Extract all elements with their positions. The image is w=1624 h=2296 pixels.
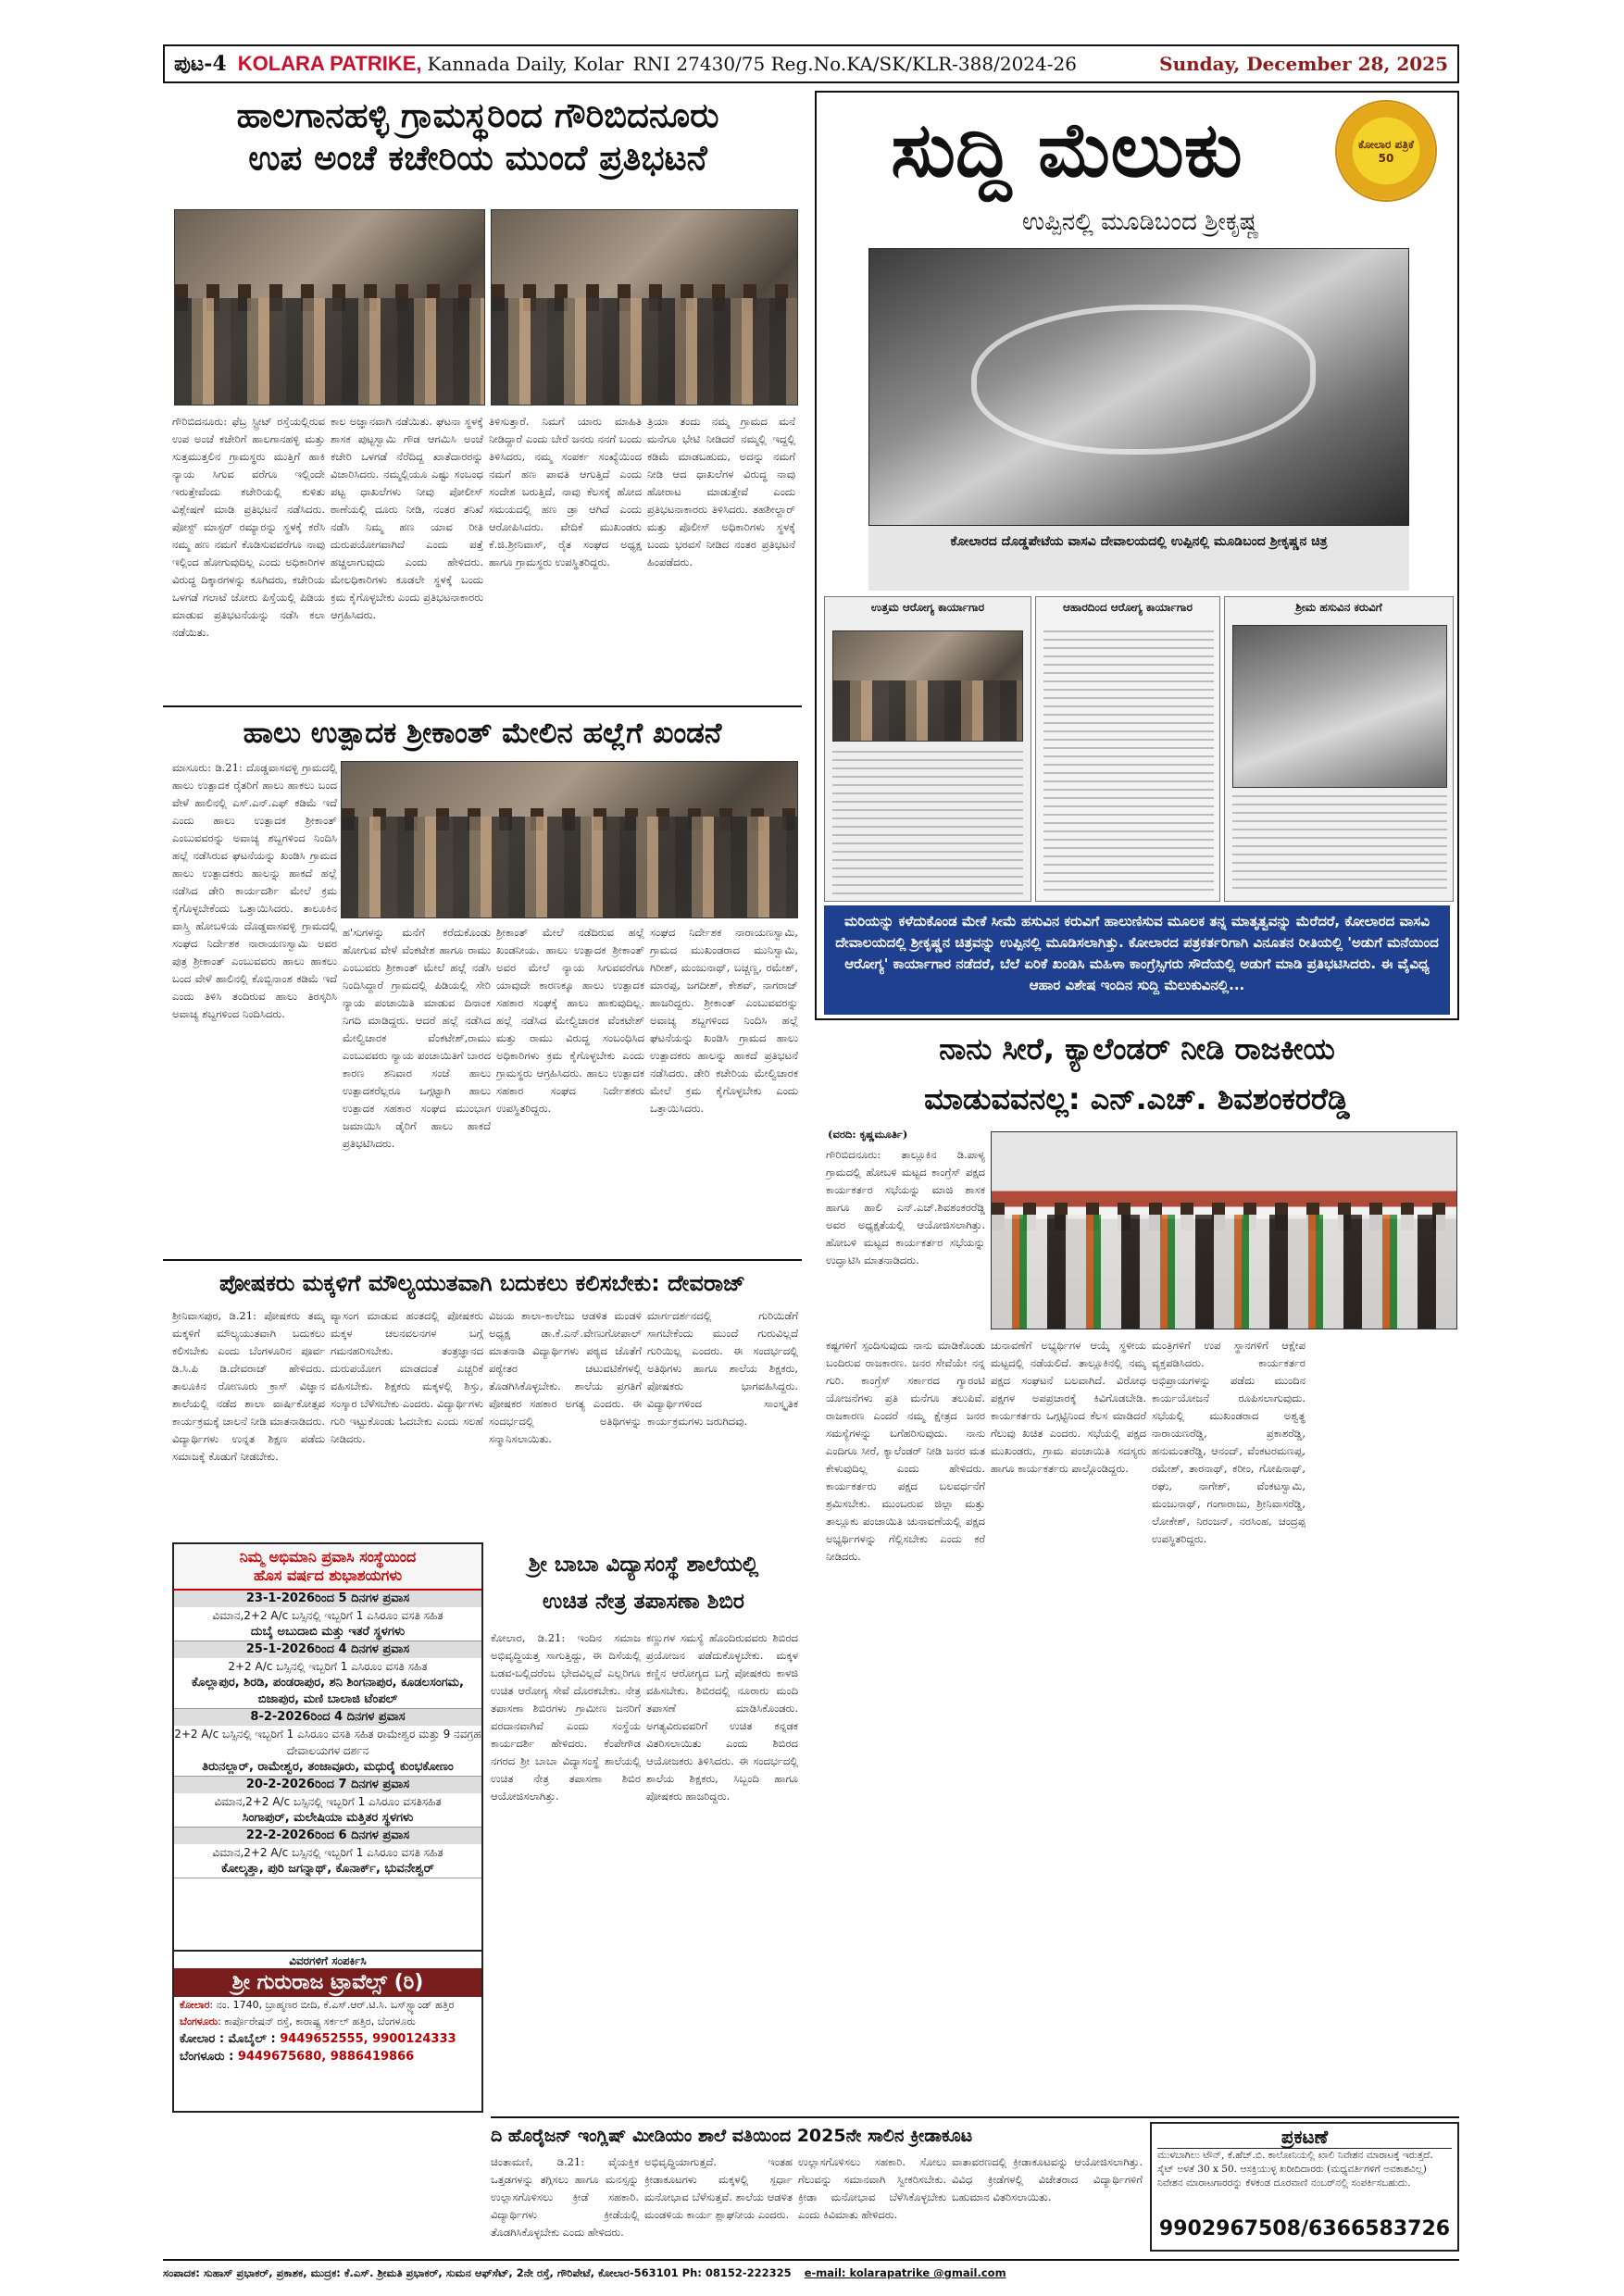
- trip-list: [174, 1591, 481, 1878]
- registration-number: RNI 27430/75 Reg.No.KA/SK/KLR-388/2024-26: [632, 53, 1077, 75]
- story3-column-1: ಗೌರಿಬಿದನೂರು: ತಾಲ್ಲೂಕಿನ ಡಿ.ಪಾಳ್ಯ ಗ್ರಾಮದಲ್ಲಿ ಹೋಬಳಿ ಮಟ್ಟದ ಕಾಂಗ್ರೆಸ್ ಪಕ್ಷದ ಕಾರ್ಯಕರ್ತರ ಸಭೆಯನ್ನು ಮಾಜಿ ಶಾಸಕ ಹಾಗೂ ಹಾಲಿ ಎನ್.ಎಚ್.ಶಿವಶಂಕರರೆಡ್ಡಿ ಅವರ ಅಧ್ಯಕ್ಷತೆಯಲ್ಲಿ ಆಯೋಜಿಸಲಾಗಿತ್ತು. ಹೋಬಳಿ ಮಟ್ಟದ ಕಾರ್ಯಕರ್ತರ ಸಭೆಯನ್ನು ಉದ್ಘಾಟಿಸಿ ಮಾತನಾಡಿದರು.: [826, 1148, 985, 1267]
- trip-date: 22-2-2026ರಿಂದ 6 ದಿನಗಳ ಪ್ರವಾಸ: [174, 1828, 481, 1844]
- anniversary-logo: [1335, 100, 1437, 202]
- story5-headline-line2: ಉಚಿತ ನೇತ್ರ ತಪಾಸಣಾ ಶಿಬಿರ: [543, 1590, 744, 1614]
- paper-name: KOLARA PATRIKE,: [237, 52, 422, 75]
- story5-headline-line1: ಶ್ರೀ ಬಾಬಾ ವಿದ್ಯಾಸಂಸ್ಥೆ ಶಾಲೆಯಲ್ಲಿ: [528, 1553, 759, 1577]
- logo-label: ಕೋಲಾರ ಪತ್ರಿಕೆ 50: [1358, 137, 1414, 165]
- goat-calf-photo: [1232, 625, 1447, 788]
- story2-group-photo: [341, 761, 798, 918]
- news-clipping-3: [1224, 596, 1454, 902]
- travel-ad-header-line1: ನಿಮ್ಮ ಅಭಿಮಾನಿ ಪ್ರವಾಸಿ ಸಂಸ್ಥೆಯಿಂದ: [239, 1548, 417, 1566]
- issue-date: Sunday, December 28, 2025: [1159, 53, 1448, 75]
- story3-headline: [815, 1024, 1459, 1126]
- travel-ad-header-line2: ಹೊಸ ವರ್ಷದ ಶುಭಾಶಯಗಳು: [253, 1566, 403, 1584]
- story1-column-4: ತ್ರಿಯಾ ತಂದು ನಮ್ಮ ಗ್ರಾಮದ ಮನೆ ಮನೆಗೂ ಭೇಟಿ ನೀಡಿದರೆ ನಮ್ಮಲ್ಲಿ ಇದ್ದಲ್ಲಿ ಕಡಿಮೆ ಮಾಡಬಹುದು, ಅದನ್ನು ನಮಗೆ ನೀಡಿ ಆದ ಧಾಖಲೆಗಳ ವಿರುದ್ಧ ನಾವು ಹೋರಾಟ ಮಾಡುತ್ತೇವೆ ಎಂದು ಪ್ರತಿಭಟನಾಕಾರರು ತಿಳಿಸಿದರು. ತಹಶೀಲ್ದಾರ್ ಮತ್ತು ಪೊಲೀಸ್ ಅಧಿಕಾರಿಗಳು ಸ್ಥಳಕ್ಕೆ ಬಂದು ಭರವಸೆ ನೀಡಿದ ನಂತರ ಪ್ರತಿಭಟನೆ ಹಿಂಪಡೆದರು.: [647, 415, 795, 568]
- story6-column-4: ವಾತಾವರಣದಲ್ಲಿ ಕ್ರೀಡಾಕೂಟವನ್ನು ಆಯೋಜಿಸಲಾಗಿತ್ತು. ವಿವಿಧ ಕ್ರೀಡೆಗಳಲ್ಲಿ ವಿಜೇತರಾದ ವಿದ್ಯಾರ್ಥಿಗಳಿಗೆ ಬಹುಮಾನ ವಿತರಿಸಲಾಯಿತು.: [952, 2155, 1143, 2203]
- news-clipping-1: [824, 596, 1031, 902]
- bengaluru-phone-label: ಬೆಂಗಳೂರು :: [180, 2050, 234, 2064]
- trip-date: 23-1-2026ರಿಂದ 5 ದಿನಗಳ ಪ್ರವಾಸ: [174, 1591, 481, 1607]
- footer-rule: [163, 2259, 1459, 2261]
- story3-column-5: [1311, 1337, 1459, 2105]
- story1-photo-right: [491, 209, 798, 406]
- trip-destinations: ಸಿಂಗಾಪುರ್, ಮಲೇಷಿಯಾ ಮತ್ತಿತರ ಸ್ಥಳಗಳು: [242, 1811, 414, 1825]
- news-clipping-2: [1035, 596, 1220, 902]
- trip-destinations: ಕೊಲ್ಲಾಪುರ, ಶಿರಡಿ, ಪಂಡರಾಪುರ, ಶನಿ ಶಿಂಗನಾಪುರ, ಕೂಡಲಸಂಗಮ, ಬಿಜಾಪುರ, ಮಣಿ ಬಾಲಾಜಿ ಟೆಂಪಲ್: [192, 1676, 464, 1706]
- classified-phone[interactable]: 9902967508/6366583726: [1158, 2217, 1451, 2240]
- suddi-subtitle: ಉಪ್ಪಿನಲ್ಲಿ ಮೂಡಿಬಂದ ಶ್ರೀಕೃಷ್ಣ: [1022, 208, 1259, 236]
- story5-column-1: ಕೋಲಾರ, ಡಿ.21: ಇಂದಿನ ಸಮಾಜ ಅಭಿವೃದ್ಧಿಯತ್ತ ಸಾಗುತ್ತಿದ್ದು, ಈ ದಿಸೆಯಲ್ಲಿ ಬಡವ-ಬಲ್ಲಿದರೆಂಬ ಭೇದವಿಲ್ಲದೆ ಎಲ್ಲರಿಗೂ ಉಚಿತ ಆರೋಗ್ಯ ಸೇವೆ ದೊರಕಬೇಕು. ನೇತ್ರ ತಪಾಸಣಾ ಶಿಬಿರಗಳು ಗ್ರಾಮೀಣ ಜನರಿಗೆ ವರದಾನವಾಗಿವೆ ಎಂದು ಸಂಸ್ಥೆಯ ಕಾರ್ಯದರ್ಶಿ ಹೇಳಿದರು. ಕೆಂಪೇಗೌಡ ನಗರದ ಶ್ರೀ ಬಾಬಾ ವಿದ್ಯಾಸಂಸ್ಥೆ ಶಾಲೆಯಲ್ಲಿ ಉಚಿತ ನೇತ್ರ ತಪಾಸಣಾ ಶಿಬಿರ ಆಯೋಜಿಸಲಾಗಿತ್ತು.: [491, 1631, 641, 1803]
- trip-destinations: ಕೋಲ್ಕತ್ತಾ, ಪುರಿ ಜಗನ್ನಾಥ್, ಕೊನಾರ್ಕ್, ಭುವನೇಶ್ವರ್: [221, 1862, 434, 1876]
- story6-column-3: ಉಲ್ಲಾಸಗೊಳಿಸಲು ಸಹಕಾರಿ. ಸೋಲು ಗೆಲುವನ್ನು ಸಮಾನವಾಗಿ ಸ್ವೀಕರಿಸಬೇಕು. ಕ್ರೀಡಾ ಮನೋಭಾವ ಬೆಳೆಸಿಕೊಳ್ಳಬೇಕು ಎಂದು ಕಿವಿಮಾತು ಹೇಳಿದರು.: [798, 2155, 946, 2221]
- bengaluru-address: ಬೆಂಗಳೂರು: ಕಾರ್ಪೊರೇಷನ್ ರಸ್ತೆ, ಕಾರಾಷ್ಟ್ರ ಸರ್ಕಲ್ ಹತ್ತಿರ, ಬೆಂಗಳೂರು: [180, 2015, 416, 2028]
- trip-transport: ವಿಮಾನ,2+2 A/c ಬಸ್ಸಿನಲ್ಲಿ ಇಬ್ಬರಿಗೆ 1 ಎಸಿರೂಂ ವಸತಿಸಹಿತ: [214, 1795, 442, 1808]
- trip-transport: ವಿಮಾನ,2+2 A/c ಬಸ್ಸಿನಲ್ಲಿ ಇಬ್ಬರಿಗೆ 1 ಎಸಿರೂಂ ವಸತಿ ಸಹಿತ: [212, 1846, 443, 1859]
- salt-krishna-photo: [868, 248, 1409, 526]
- story2-column-1: ಮಾಸೂರು: ಡಿ.21: ದೊಡ್ಡವಾಸವಳ್ಳಿ ಗ್ರಾಮದಲ್ಲಿ ಹಾಲು ಉತ್ಪಾದಕ ರೈತರಿಗೆ ಹಾಲು ಹಾಕಲು ಬಂದ ವೇಳೆ ಹಾಲಿನಲ್ಲಿ ಎಸ್.ಎನ್.ಎಫ್ ಕಡಿಮೆ ಇದೆ ಎಂದು ಹಾಲು ಉತ್ಪಾದಕ ಶ್ರೀಕಾಂತ್ ಎಂಬುವವರನ್ನು ಅವಾಚ್ಯ ಶಬ್ದಗಳಿಂದ ನಿಂದಿಸಿ ಹಲ್ಲೆ ನಡೆಸಿರುವ ಘಟನೆಯನ್ನು ಖಂಡಿಸಿ ಗ್ರಾಮದ ಹಾಲು ಉತ್ಪಾದಕರು ಹಾಲನ್ನು ಹಾಕದೆ ಹಲ್ಲೆ ನಡೆಸಿದ ಡೇರಿ ಕಾರ್ಯದರ್ಶಿ ಮೇಲೆ ಕ್ರಮ ಕೈಗೊಳ್ಳಬೇಕೆಂದು ಒತ್ತಾಯಿಸಿದರು. ತಾಲೂಕಿನ ವಾಸ್ತ್ರಿ ಹೋಬಳಿಯ ದೊಡ್ಡವಾಸವಳ್ಳಿ ಗ್ರಾಮದಲ್ಲಿ ಸಂಘದ ನಿರ್ದೇಶಕ ನಾರಾಯಣಸ್ವಾಮಿ ಅವರ ಪುತ್ರ ಶ್ರೀಕಾಂತ್ ಎಂಬುವವರು ಹಾಲು ಹಾಕಲು ಬಂದ ವೇಳೆ ಹಾಲಿನಲ್ಲಿ ಕೊಬ್ಬಿನಾಂಶ ಕಡಿಮೆ ಇದೆ ಎಂದು ತಿಳಿಸಿ ತಂದಿರುವ ಹಾಲು ತಿರಸ್ಕರಿಸಿ ಅವಾಚ್ಯ ಶಬ್ದಗಳಿಂದ ನಿಂದಿಸಿದರು.: [172, 761, 337, 1020]
- story6-column-2: ಅಭಿವೃದ್ಧಿಯಾಗುತ್ತದೆ. ಇಂತಹ ಕ್ರೀಡಾಕೂಟಗಳು ಮಕ್ಕಳಲ್ಲಿ ಸ್ಪರ್ಧಾ ಮನೋಭಾವ ಬೆಳೆಸುತ್ತವೆ. ಶಾಲೆಯ ಆಡಳಿತ ಮಂಡಳಿಯ ಕಾರ್ಯ ಶ್ಲಾಘನೀಯ ಎಂದರು.: [644, 2155, 793, 2221]
- suddi-meluku-title: ಸುದ್ದಿ ಮೆಲುಕು: [891, 106, 1243, 194]
- suddi-meluku-box: [815, 91, 1459, 1020]
- trip-item: [174, 1777, 481, 1828]
- story6-top-rule: [491, 2116, 1459, 2118]
- footer-imprint: ಸಂಪಾದಕ: ಸುಹಾಸ್ ಪ್ರಭಾಕರ್, ಪ್ರಕಾಶಕ, ಮುದ್ರಕ: ಕೆ.ಎಸ್. ಶ್ರೀಮತಿ ಪ್ರಭಾಕರ್, ಸುಮನ ಆಫ್‌ಸೆಟ್, 2ನೇ ರಸ್ತೆ, ಗೌರಿಪೇಟೆ, ಕೋಲಾರ-563101 Ph: 08152-222325: [163, 2266, 792, 2279]
- story3-headline-line1: ನಾನು ಸೀರೆ, ಕ್ಯಾಲೆಂಡರ್ ನೀಡಿ ರಾಜಕೀಯ: [939, 1031, 1335, 1067]
- classified-ad: [1150, 2122, 1459, 2252]
- story2-column-4: ಸಂಘದ ನಿರ್ದೇಶಕ ನಾರಾಯಣಸ್ವಾಮಿ, ಗ್ರಾಮದ ಮುಖಂಡರಾದ ಮುನಿಸ್ವಾಮಿ, ಗಿರೀಶ್, ಮಂಜುನಾಥ್, ಬಚ್ಚಣ್ಣ, ರಮೇಶ್, ಮಾರಪ್ಪ, ಜಗದೀಶ್, ಕೇಶವ್, ನಾಗರಾಜ್ ಹಾಜರಿದ್ದರು. ಶ್ರೀಕಾಂತ್ ಎಂಬುವವರನ್ನು ಅವಾಚ್ಯ ಶಬ್ದಗಳಿಂದ ನಿಂದಿಸಿ ಹಲ್ಲೆ ಘಟನೆಯನ್ನು ಖಂಡಿಸಿ ಗ್ರಾಮದ ಹಾಲು ಉತ್ಪಾದಕರು ಹಾಲನ್ನು ಹಾಕದೆ ಪ್ರತಿಭಟನೆ ನಡೆಸಿದರು. ಡೇರಿ ಕಚೇರಿಯ ಮೇಲ್ವಿಚಾರಕ ಮೇಲೆ ಕ್ರಮ ಕೈಗೊಳ್ಳಬೇಕು ಎಂದು ಒತ್ತಾಯಿಸಿದರು.: [650, 926, 798, 1115]
- story1-headline-line1: ಹಾಲಗಾನಹಳ್ಳಿ ಗ್ರಾಮಸ್ಥರಿಂದ ಗೌರಿಬಿದನೂರು: [236, 95, 719, 135]
- story3-column-3: ಚುನಾವಣೆಗೆ ಅಭ್ಯರ್ಥಿಗಳ ಆಯ್ಕೆ ಸ್ಥಳೀಯ ಮಟ್ಟದಲ್ಲಿ ನಡೆಯಲಿದೆ. ತಾಲ್ಲೂಕಿನಲ್ಲಿ ನಮ್ಮ ಪಕ್ಷದ ಸಂಘಟನೆ ಬಲವಾಗಿದೆ. ವಿರೋಧ ಪಕ್ಷಗಳ ಅಪಪ್ರಚಾರಕ್ಕೆ ಕಿವಿಗೊಡಬೇಡಿ. ಕಾರ್ಯಕರ್ತರು ಒಗ್ಗಟ್ಟಿನಿಂದ ಕೆಲಸ ಮಾಡಿದರೆ ಗೆಲುವು ಖಚಿತ ಎಂದರು. ಸಭೆಯಲ್ಲಿ ಪಕ್ಷದ ಮುಖಂಡರು, ಗ್ರಾಮ ಪಂಚಾಯಿತಿ ಸದಸ್ಯರು ಹಾಗೂ ಕಾರ್ಯಕರ್ತರು ಪಾಲ್ಗೊಂಡಿದ್ದರು.: [991, 1339, 1146, 1475]
- kolar-phone-label: ಕೋಲಾರ : ಮೊಬೈಲ್ :: [180, 2032, 276, 2046]
- story6-headline: ದಿ ಹೊರೈಜನ್ ಇಂಗ್ಲಿಷ್ ಮೀಡಿಯಂ ಶಾಲೆ ವತಿಯಿಂದ 2025ನೇ ಸಾಲಿನ ಕ್ರೀಡಾಕೂಟ: [491, 2126, 973, 2146]
- story1-photo-left: [174, 209, 485, 406]
- story1-column-3: ತಿಳಿಸುತ್ತಾರೆ. ನಿಮಗೆ ಯಾರು ಮಾಹಿತಿ ನೀಡಿದ್ದಾರೆ ಎಂದು ಬೇರೆ ಜನರು ನನಗೆ ಬಂದು ತಿಳಿಸಿದರು, ನಮ್ಮ ಸಂಪರ್ಕ ಸಂಖ್ಯೆಯಿಂದ ನಮಗೆ ಹಣ ಪಾವತಿ ಆಗುತ್ತಿದೆ ಎಂದು ಸಂದೇಶ ಬರುತ್ತಿದೆ, ನಾವು ಕೆಲಸಕ್ಕೆ ಹೋದ ಸಮಯದಲ್ಲಿ ಹಣ ಡ್ರಾ ಆಗಿದೆ ಎಂದು ಆರೋಪಿಸಿದರು. ವೇದಿಕೆ ಮುಖಂಡರು ಕೆ.ಜಿ.ಶ್ರೀನಿವಾಸ್, ರೈತ ಸಂಘದ ಅಧ್ಯಕ್ಷ ಹಾಗೂ ಗ್ರಾಮಸ್ಥರು ಉಪಸ್ಥಿತರಿದ್ದರು.: [489, 415, 642, 568]
- story5-column-2: ಕಣ್ಣುಗಳ ಸಮಸ್ಯೆ ಹೊಂದಿರುವವರು ಶಿಬಿರದ ಪ್ರಯೋಜನ ಪಡೆದುಕೊಳ್ಳಬೇಕು. ಮಕ್ಕಳ ಕಣ್ಣಿನ ಆರೋಗ್ಯದ ಬಗ್ಗೆ ಪೋಷಕರು ಕಾಳಜಿ ವಹಿಸಬೇಕು. ಶಿಬಿರದಲ್ಲಿ ನೂರಾರು ಮಂದಿ ತಪಾಸಣೆ ಮಾಡಿಸಿಕೊಂಡರು. ಅಗತ್ಯವಿರುವವರಿಗೆ ಉಚಿತ ಕನ್ನಡಕ ವಿತರಿಸಲಾಯಿತು ಎಂದು ಶಿಬಿರದ ಆಯೋಜಕರು ತಿಳಿಸಿದರು. ಈ ಸಂದರ್ಭದಲ್ಲಿ ಶಾಲೆಯ ಶಿಕ್ಷಕರು, ಸಿಬ್ಬಂದಿ ಹಾಗೂ ಪೋಷಕರು ಹಾಜರಿದ್ದರು.: [646, 1631, 798, 1803]
- trip-date: 8-2-2026ರಿಂದ 4 ದಿನಗಳ ಪ್ರವಾಸ: [174, 1709, 481, 1726]
- paper-subtitle: Kannada Daily, Kolar: [427, 53, 624, 75]
- story4-headline: ಪೋಷಕರು ಮಕ್ಕಳಿಗೆ ಮೌಲ್ಯಯುತವಾಗಿ ಬದುಕಲು ಕಲಿಸಬೇಕು: ದೇವರಾಜ್: [219, 1270, 745, 1296]
- masthead: [163, 44, 1459, 83]
- clipping-2-headline: ಆಹಾರದಿಂದ ಆರೋಗ್ಯ ಕಾರ್ಯಾಗಾರ: [1062, 601, 1193, 614]
- kolar-phone: [174, 2030, 481, 2048]
- trip-destinations: ದುಬೈ ಅಬುದಾಬಿ ಮತ್ತು ಇತರೆ ಸ್ಥಳಗಳು: [250, 1625, 406, 1639]
- trip-transport: 2+2 A/c ಬಸ್ಸಿನಲ್ಲಿ ಇಬ್ಬರಿಗೆ 1 ಎಸಿರೂಂ ವಸತಿ ಸಹಿತ: [228, 1660, 428, 1673]
- kolar-address-text: ನಂ. 1740, ಬ್ರಾಹ್ಮಣರ ಬೀದಿ, ಕೆ.ಎಸ್.ಆರ್.ಟಿ.ಸಿ. ಬಸ್‌ಸ್ಟ್ಯಾಂಡ್ ಹತ್ತಿರ: [216, 1999, 455, 2011]
- bengaluru-phone: [174, 2048, 481, 2065]
- travel-company-name: ಶ್ರೀ ಗುರುರಾಜ ಟ್ರಾವೆಲ್ಸ್ (ರಿ): [174, 1968, 481, 1997]
- story3-headline-line2: ಮಾಡುವವನಲ್ಲ: ಎನ್.ಎಚ್. ಶಿವಶಂಕರರೆಡ್ಡಿ: [924, 1081, 1350, 1117]
- story1-headline: [163, 94, 793, 196]
- footer: [163, 2263, 1459, 2283]
- classified-text: ಮುಳಬಾಗಿಲು ಟೌನ್, ಕೆ.ಹೆಚ್.ಬಿ. ಕಾಲೋನಿಯಲ್ಲಿ ಖಾಲಿ ನಿವೇಶನ ಮಾರಾಟಕ್ಕೆ ಇರುತ್ತದೆ. ಸೈಟ್ ಅಳತೆ 30 x 50. ಆಸಕ್ತಿಯುಳ್ಳ ಖರೀದಿದಾರರು (ಮಧ್ಯವರ್ತಿಗಳಿಗೆ ಅವಕಾಶವಿಲ್ಲ) ನಿವೇಶನ ಮಾರಾಟಗಾರರನ್ನು ಕೆಳಕಂಡ ದೂರವಾಣಿ ನಂಬರ್‌ನಲ್ಲಿ ಸಂಪರ್ಕಿಸಬಹುದು.: [1157, 2150, 1433, 2189]
- kolar-phone-number[interactable]: 9449652555, 9900124333: [280, 2032, 456, 2046]
- clipping-1-headline: ಉತ್ತಮ ಆರೋಗ್ಯ ಕಾರ್ಯಾಗಾರ: [870, 601, 985, 614]
- page-number: ಪುಟ-4: [174, 52, 227, 76]
- travel-contact-block: [174, 1950, 481, 2111]
- trip-transport: 2+2 A/c ಬಸ್ಸಿನಲ್ಲಿ ಇಬ್ಬರಿಗೆ 1 ಎಸಿರೂಂ ವಸತಿ ಸಹಿತ ರಾಮೇಶ್ವರ ಮತ್ತು 9 ನವಗ್ರಹ ದೇವಾಲಯಗಳ ದರ್ಶನ: [174, 1728, 481, 1757]
- story4-column-1: ಶ್ರೀನಿವಾಸಪುರ, ಡಿ.21: ಪೋಷಕರು ತಮ್ಮ ಮಕ್ಕಳಿಗೆ ಮೌಲ್ಯಯುತವಾಗಿ ಬದುಕಲು ಕಲಿಸಬೇಕು ಎಂದು ಬೆಂಗಳೂರಿನ ಪೂರ್ವ ಡಿ.ಸಿ.ಪಿ ಡಿ.ದೇವರಾಜ್ ಹೇಳಿದರು. ತಾಲೂಕಿನ ರೋಣೂರು ಕ್ರಾಸ್ ವಿಜ್ಞಾನ ಶಾಲೆಯಲ್ಲಿ ನಡೆದ ಶಾಲಾ ವಾರ್ಷಿಕೋತ್ಸವ ಕಾರ್ಯಕ್ರಮಕ್ಕೆ ಚಾಲನೆ ನೀಡಿ ಮಾತನಾಡಿದರು. ವಿದ್ಯಾರ್ಥಿಗಳು ಉನ್ನತ ಶಿಕ್ಷಣ ಪಡೆದು ಸಮಾಜಕ್ಕೆ ಕೊಡುಗೆ ನೀಡಬೇಕು.: [172, 1309, 325, 1463]
- bengaluru-address-label: ಬೆಂಗಳೂರು: [180, 2015, 219, 2028]
- trip-item: [174, 1641, 481, 1709]
- kolar-address: ಕೋಲಾರ: ನಂ. 1740, ಬ್ರಾಹ್ಮಣರ ಬೀದಿ, ಕೆ.ಎಸ್.ಆರ್.ಟಿ.ಸಿ. ಬಸ್‌ಸ್ಟ್ಯಾಂಡ್ ಹತ್ತಿರ: [180, 1999, 455, 2011]
- story1-column-2: ಕಾಲ ಅಜ್ಞಾನವಾಗಿ ನಡೆಯಿತು. ಘಟನಾ ಸ್ಥಳಕ್ಕೆ ಶಾಸಕ ಪುಟ್ಟಸ್ವಾಮಿ ಗೌಡ ಆಗಮಿಸಿ ಅಂಚೆ ಕಚೇರಿ ಒಳಗಡೆ ನೆರೆದಿದ್ದ ಖಾತೆದಾರರನ್ನು ವಿಚಾರಿಸಿದರು. ನಮ್ಮಲ್ಲಿಯೂ ಎಷ್ಟು ಸಂಬಂಧ ಪಟ್ಟ ಧಾಖಲೆಗಳು ನೀವು ಪೋಲೀಸ್ ಠಾಣೆಯಲ್ಲಿ ದೂರು ನೀಡಿ, ನಂತರ ತನಿಖೆ ನಡೆಸಿ ನಿಮ್ಮ ಹಣ ಯಾವ ರೀತಿ ದುರುಪಯೋಗವಾಗಿದೆ ಎಂದು ಪತ್ತೆ ಹಚ್ಚಲಾಗುವುದು ಎಂದು ಹೇಳಿದರು. ಮೇಲಧಿಕಾರಿಗಳು ಕೂಡಲೇ ಸ್ಥಳಕ್ಕೆ ಬಂದು ಕ್ರಮ ಕೈಗೊಳ್ಳಬೇಕು ಎಂದು ಪ್ರತಿಭಟನಾಕಾರರು ಆಗ್ರಹಿಸಿದರು.: [331, 415, 483, 621]
- trip-item: [174, 1828, 481, 1878]
- trip-item: [174, 1591, 481, 1641]
- footer-email[interactable]: e-mail: kolarapatrike @gmail.com: [804, 2266, 1006, 2279]
- trip-date: 20-2-2026ರಿಂದ 7 ದಿನಗಳ ಪ್ರವಾಸ: [174, 1777, 481, 1793]
- story4-column-2: ವ್ಯಾಸಂಗ ಮಾಡುವ ಹಂತದಲ್ಲಿ ಪೋಷಕರು ಮಕ್ಕಳ ಚಲನವಲನಗಳ ಬಗ್ಗೆ ಗಮನಹರಿಸಬೇಕು. ತಂತ್ರಜ್ಞಾನದ ದುರುಪಯೋಗ ಮಾಡದಂತೆ ಎಚ್ಚರಿಕೆ ವಹಿಸಬೇಕು. ಶಿಕ್ಷಕರು ಮಕ್ಕಳಲ್ಲಿ ಶಿಸ್ತು, ಸಂಸ್ಕಾರ ಬೆಳೆಸಬೇಕು ಎಂದರು. ವಿದ್ಯಾರ್ಥಿಗಳು ಗುರಿ ಇಟ್ಟುಕೊಂಡು ಓದಬೇಕು ಎಂದು ಸಲಹೆ ನೀಡಿದರು.: [331, 1309, 483, 1445]
- story2-headline: ಹಾಲು ಉತ್ಪಾದಕ ಶ್ರೀಕಾಂತ್ ಮೇಲಿನ ಹಲ್ಲೆಗೆ ಖಂಡನೆ: [243, 717, 722, 750]
- trip-date: 25-1-2026ರಿಂದ 4 ದಿನಗಳ ಪ್ರವಾಸ: [174, 1641, 481, 1658]
- suddi-meluku-caption: ಮರಿಯನ್ನು ಕಳೆದುಕೊಂಡ ಮೇಕೆ ಸೀಮೆ ಹಸುವಿನ ಕರುವಿಗೆ ಹಾಲುಣಿಸುವ ಮೂಲಕ ತನ್ನ ಮಾತೃತ್ವವನ್ನು ಮೆರೆದರೆ, ಕೋಲಾರದ ವಾಸವಿ ದೇವಾಲಯದಲ್ಲಿ ಶ್ರೀಕೃಷ್ಣನ ಚಿತ್ರವನ್ನು ಉಪ್ಪಿನಲ್ಲಿ ಮೂಡಿಸಲಾಗಿತ್ತು. ಕೋಲಾರದ ಪತ್ರಕರ್ತರಿಗಾಗಿ ವಿನೂತನ ರೀತಿಯಲ್ಲಿ 'ಅಡುಗೆ ಮನೆಯಿಂದ ಆರೋಗ್ಯ' ಕಾರ್ಯಾಗಾರ ನಡೆದರೆ, ಬೆಲೆ ಏರಿಕೆ ಖಂಡಿಸಿ ಮಹಿಳಾ ಕಾಂಗ್ರೆಸ್ಸಿಗರು ಸೌದೆಯಲ್ಲಿ ಅಡುಗೆ ಮಾಡಿ ಪ್ರತಿಭಟಿಸಿದರು. ಈ ವೈವಿಧ್ಯ ಆಹಾರ ವಿಶೇಷ ಇಂದಿನ ಸುದ್ದಿ ಮೆಲುಕುವಿನಲ್ಲಿ...: [824, 905, 1450, 1015]
- trip-item: [174, 1709, 481, 1777]
- salt-krishna-caption: ಕೋಲಾರದ ದೊಡ್ಡಪೇಟೆಯ ವಾಸವಿ ದೇವಾಲಯದಲ್ಲಿ ಉಪ್ಪಿನಲ್ಲಿ ಮೂಡಿಬಂದ ಶ್ರೀಕೃಷ್ಣನ ಚಿತ್ರ: [868, 526, 1409, 591]
- story1-column-1: ಗೌರಿಬಿದನೂರು: ಫೆಬ್ರ ಸ್ಟ್ರೀಟ್ ರಸ್ತೆಯಲ್ಲಿರುವ ಉಪ ಅಂಚೆ ಕಚೇರಿಗೆ ಹಾಲಗಾನಹಳ್ಳಿ ಮತ್ತು ಸುತ್ತಮುತ್ತಲಿನ ಗ್ರಾಮಸ್ಥರು ಮುತ್ತಿಗೆ ಹಾಕಿ ನ್ಯಾಯ ಸಿಗುವ ವರೆಗೂ ಇಲ್ಲಿಂದೇ ಇರುತ್ತೇವೆಂದು ಕಚೇರಿಯಲ್ಲಿ ಕುಳಿತು ವಿಶ್ಲೇಷಣೆ ಮಾಡಿ ಪ್ರತಿಭಟನೆ ನಡೆಸಿದರು. ಪೋಸ್ಟ್ ಮಾಸ್ಟರ್ ರಮ್ಯಾರನ್ನು ಸ್ಥಳಕ್ಕೆ ಕರೆಸಿ ನಮ್ಮ ಹಣ ನಮಗೆ ಕೊಡಿಸುವವರೆಗೂ ನಾವು ಇಲ್ಲಿಂದ ಹೋಗುವುದಿಲ್ಲ ಎಂದು ಅಧಿಕಾರಿಗಳ ವಿರುದ್ಧ ದಿಕ್ಕಾರಗಳನ್ನು ಕೂಗಿದರು, ಕಚೇರಿಯ ಒಳಗಡೆ ಗಲಾಟೆ ಜೋರು ಪಿಸ್ತೆಯಲ್ಲಿ ಪಿಡಿಯ ಮಾಡುವ ಪ್ರತಿಭಟನೆಯನ್ನು ನಡೆಸಿ ಕಲಾ ನಡೆಯಿತು.: [172, 415, 325, 639]
- story4-column-4: ಮಾರ್ಗದರ್ಶನದಲ್ಲಿ ಗುರಿಯಿಡೆಗೆ ಸಾಗಬೇಕೆಂದು ಮುಂದೆ ಗುರುವಿಲ್ಲದೆ ಗುರಿಯಿಲ್ಲ ಎಂದರು. ಈ ಸಂದರ್ಭದಲ್ಲಿ ಅತಿಥಿಗಳು ಹಾಗೂ ಶಾಲೆಯ ಶಿಕ್ಷಕರು, ಪೋಷಕರು ಭಾಗವಹಿಸಿದ್ದರು. ವಿದ್ಯಾರ್ಥಿಗಳಿಂದ ಸಾಂಸ್ಕೃತಿಕ ಕಾರ್ಯಕ್ರಮಗಳು ಜರುಗಿದವು.: [647, 1309, 798, 1428]
- travel-ad-header: [174, 1544, 481, 1591]
- story3-column-4: ಮಂತ್ರಿಗಳಿಗೆ ಉಪ ಸ್ಥಾನಗಳಿಗೆ ಆಕ್ಷೇಪ ವ್ಯಕ್ತಪಡಿಸಿದರು. ಕಾರ್ಯಕರ್ತರ ಅಭಿಪ್ರಾಯಗಳನ್ನು ಪಡೆದು ಮುಂದಿನ ಕಾರ್ಯಯೋಜನೆ ರೂಪಿಸಲಾಗುವುದು. ಸಭೆಯಲ್ಲಿ ಮುಖಂಡರಾದ ಅಶ್ವತ್ಥ ನಾರಾಯಣರೆಡ್ಡಿ, ಪ್ರಕಾಶರೆಡ್ಡಿ, ಹನುಮಂತರೆಡ್ಡಿ, ಆನಂದ್, ವೆಂಕಟರಮಣಪ್ಪ, ರಮೇಶ್, ತಾರನಾಥ್, ಕರೀಂ, ಗೋಪಿನಾಥ್, ರಘು, ನಾಗೇಶ್, ವೆಂಕಟಸ್ವಾಮಿ, ಮಂಜುನಾಥ್, ಗಂಗಾರಾಜು, ಶ್ರೀನಿವಾಸರೆಡ್ಡಿ, ಲೋಕೇಶ್, ನಿರಂಜನ್, ನರಸಿಂಹ, ಚಂದ್ರಪ್ಪ ಉಪಸ್ಥಿತರಿದ್ದರು.: [1152, 1339, 1305, 1545]
- story4-top-rule: [163, 1259, 802, 1261]
- story3-byline: (ವರದಿ: ಕೃಷ್ಣಮೂರ್ತಿ): [828, 1128, 908, 1141]
- story3-column-2: ಕಷ್ಟಗಳಿಗೆ ಸ್ಪಂದಿಸುವುದು ನಾನು ಮಾಡಿಕೊಂಡು ಬಂದಿರುವ ರಾಜಕಾರಣ. ಜನರ ಸೇವೆಯೇ ನನ್ನ ಗುರಿ. ಕಾಂಗ್ರೆಸ್ ಸರ್ಕಾರದ ಗ್ಯಾರಂಟಿ ಯೋಜನೆಗಳು ಪ್ರತಿ ಮನೆಗೂ ತಲುಪಿವೆ. ರಾಜಕಾರಣ ಎಂದರೆ ನಮ್ಮ ಕ್ಷೇತ್ರದ ಜನರ ಸಮಸ್ಯೆಗಳನ್ನು ಬಗೆಹರಿಸುವುದು. ನಾನು ಎಂದಿಗೂ ಸೀರೆ, ಕ್ಯಾಲೆಂಡರ್ ನೀಡಿ ಜನರ ಮತ ಕೇಳುವುದಿಲ್ಲ ಎಂದು ಹೇಳಿದರು. ಕಾರ್ಯಕರ್ತರು ಪಕ್ಷದ ಬಲವರ್ಧನೆಗೆ ಶ್ರಮಿಸಬೇಕು. ಮುಂಬರುವ ಜಿಲ್ಲಾ ಮತ್ತು ತಾಲ್ಲೂಕು ಪಂಚಾಯಿತಿ ಚುನಾವಣೆಯಲ್ಲಿ ಪಕ್ಷದ ಅಭ್ಯರ್ಥಿಗಳನ್ನು ಗೆಲ್ಲಿಸಬೇಕು ಎಂದು ಕರೆ ನೀಡಿದರು.: [826, 1339, 985, 1563]
- clipping-3-headline: ಶ್ರೀಮ ಹಸುವಿನ ಕರುವಿಗೆ: [1295, 601, 1382, 614]
- story4-column-3: ವಿಜಯ ಶಾಲಾ-ಕಾಲೇಜು ಆಡಳಿತ ಮಂಡಳಿ ಅಧ್ಯಕ್ಷ ಡಾ.ಕೆ.ಎನ್.ವೇಣುಗೋಪಾಲ್ ಮಾತನಾಡಿ ವಿದ್ಯಾರ್ಥಿಗಳು ಪಠ್ಯದ ಜೊತೆಗೆ ಪಠ್ಯೇತರ ಚಟುವಟಿಕೆಗಳಲ್ಲಿ ತೊಡಗಿಸಿಕೊಳ್ಳಬೇಕು. ಶಾಲೆಯ ಪ್ರಗತಿಗೆ ಪೋಷಕರ ಸಹಕಾರ ಅಗತ್ಯ ಎಂದರು. ಈ ಸಂದರ್ಭದಲ್ಲಿ ಅತಿಥಿಗಳನ್ನು ಸನ್ಮಾನಿಸಲಾಯಿತು.: [489, 1309, 642, 1445]
- kolar-address-label: ಕೋಲಾರ: [180, 1999, 210, 2011]
- story1-headline-line2: ಉಪ ಅಂಚೆ ಕಚೇರಿಯ ಮುಂದೆ ಪ್ರತಿಭಟನೆ: [248, 138, 707, 179]
- story6-column-1: ಚಿಂತಾಮಣಿ, ಡಿ.21: ವೈಯಕ್ತಿಕ ಒತ್ತಡಗಳನ್ನು ತಗ್ಗಿಸಲು ಹಾಗೂ ಮನಸ್ಸನ್ನು ಉಲ್ಲಾಸಗೊಳಿಸಲು ಕ್ರೀಡೆ ಸಹಕಾರಿ. ವಿದ್ಯಾರ್ಥಿಗಳು ಕ್ರೀಡೆಯಲ್ಲಿ ತೊಡಗಿಸಿಕೊಳ್ಳಬೇಕು ಎಂದು ಹೇಳಿದರು.: [491, 2155, 639, 2239]
- story2-column-3: ಶ್ರೀಕಾಂತ್ ಮೇಲೆ ನಡೆದಿರುವ ಹಲ್ಲೆ ಖಂಡನೀಯ. ಹಾಲು ಉತ್ಪಾದಕ ಶ್ರೀಕಾಂತ್ ಅವರ ಮೇಲೆ ನ್ಯಾಯ ಸಿಗುವವರೆಗೂ ಯಾವುದೇ ಕಾರಣಕ್ಕೂ ಹಾಲು ಉತ್ಪಾದಕ ಸಹಕಾರ ಸಂಘಕ್ಕೆ ಹಾಲು ಹಾಕುವುದಿಲ್ಲ. ಹಲ್ಲೆ ನಡೆಸಿದ ಮೇಲ್ವಿಚಾರಕ ವೆಂಕಟೇಶ್ ಮತ್ತು ರಾಮು ವಿರುದ್ಧ ಸಂಬಂಧಿಸಿದ ಅಧಿಕಾರಿಗಳು ಕ್ರಮ ಕೈಗೊಳ್ಳಬೇಕು ಎಂದು ಗ್ರಾಮಸ್ಥರು ಆಗ್ರಹಿಸಿದರು. ಹಾಲು ಉತ್ಪಾದಕ ಸಹಕಾರ ಸಂಘದ ನಿರ್ದೇಶಕರು ಉಪಸ್ಥಿತರಿದ್ದರು.: [496, 926, 644, 1115]
- trip-transport: ವಿಮಾನ,2+2 A/c ಬಸ್ಸಿನಲ್ಲಿ ಇಬ್ಬರಿಗೆ 1 ಎಸಿರೂಂ ವಸತಿ ಸಹಿತ: [212, 1609, 443, 1622]
- bengaluru-address-text: ಕಾರ್ಪೊರೇಷನ್ ರಸ್ತೆ, ಕಾರಾಷ್ಟ್ರ ಸರ್ಕಲ್ ಹತ್ತಿರ, ಬೆಂಗಳೂರು: [224, 2015, 416, 2028]
- story2-column-2: ಹ'ಸುಗಳನ್ನು ಮನೆಗೆ ಕರೆದುಕೊಂಡು ಹೋಗುವ ವೇಳೆ ವೆಂಕಟೇಶ ಹಾಗೂ ರಾಮು ಎಂಬುವರು ಶ್ರೀಕಾಂತ್ ಮೇಲೆ ಹಲ್ಲೆ ನಡೆಸಿ ನಿಂದಿಸಿದ್ದಾರೆ ಗ್ರಾಮದಲ್ಲಿ ಪಿಡಿಯಲ್ಲಿ ಸೇರಿ ನ್ಯಾಯ ಪಂಚಾಯಿತಿ ಮಾಡುವ ದಿನಾಂಕ ನಿಗದಿ ಮಾಡಿದ್ದರು. ಆದರೆ ಹಲ್ಲೆ ನಡೆಸಿದ ಮೇಲ್ವಿಚಾರಕ ವೆಂಕಟೇಶ್,ರಾಮು ಎಂಬುವವರು ನ್ಯಾಯ ಪಂಚಾಯಿತಿಗೆ ಬಾರದ ಕಾರಣ ಶನಿವಾರ ಸಂಜೆ ಹಾಲು ಉತ್ಪಾದಕರೆಲ್ಲರೂ ಒಗ್ಗಟ್ಟಾಗಿ ಹಾಲು ಉತ್ಪಾದಕ ಸಹಕಾರ ಸಂಘದ ಮುಂಭಾಗ ಜಮಾಯಿಸಿ ಡೈರಿಗೆ ಹಾಲು ಹಾಕದೆ ಪ್ರತಿಭಟಿಸಿದರು.: [343, 926, 491, 1150]
- bengaluru-phone-number[interactable]: 9449675680, 9886419866: [237, 2050, 415, 2064]
- story2-top-rule: [163, 705, 802, 707]
- classified-title: ಪ್ರಕಟಣೆ: [1157, 2126, 1452, 2149]
- contact-label: ವಿವರಗಳಿಗೆ ಸಂಪರ್ಕಿಸಿ: [289, 1954, 367, 1967]
- trip-destinations: ತಿರುನಲ್ಲಾರ್, ರಾಮೇಶ್ವರ, ತಂಜಾವೂರು, ಮಧುರೈ ಕುಂಭಕೋಣಂ: [202, 1760, 454, 1774]
- travel-ad: [172, 1542, 483, 2113]
- story3-lamp-lighting-photo: [991, 1131, 1457, 1329]
- story5-headline: [489, 1546, 798, 1626]
